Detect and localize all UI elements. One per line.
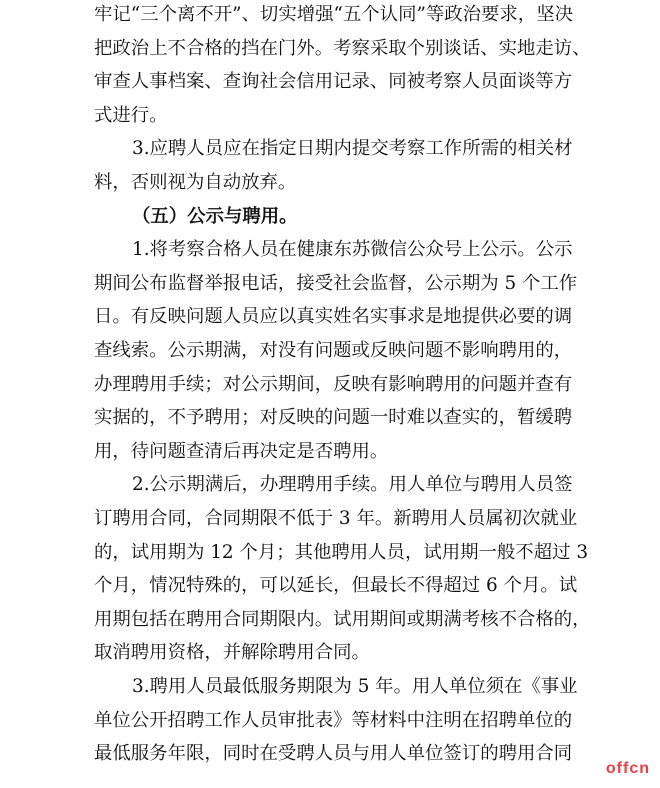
text-line: 3.应聘人员应在指定日期内提交考察工作所需的相关材 [132, 138, 573, 160]
text-line: 把政治上不合格的挡在门外。考察采取个别谈话、实地走访、 [94, 37, 591, 59]
text-line: 单位公开招聘工作人员审批表》等材料中注明在招聘单位的 [94, 709, 573, 731]
text-line: 最低服务年限，同时在受聘人员与用人单位签订的聘用合同 [94, 743, 573, 765]
text-line: 办理聘用手续；对公示期间，反映有影响聘用的问题并查有 [94, 373, 573, 395]
text-line: 式进行。 [94, 104, 168, 126]
text-line: 的，试用期为 12 个月；其他聘用人员，试用期一般不超过 3 [94, 541, 589, 563]
text-line: 1.将考察合格人员在健康东苏微信公众号上公示。公示 [132, 239, 573, 261]
text-line: 取消聘用资格，并解除聘用合同。 [94, 642, 370, 664]
text-line: 3.聘用人员最低服务期限为 5 年。用人单位须在《事业 [132, 676, 578, 697]
text-line: 日。有反映问题人员应以真实姓名实事求是地提供必要的调 [94, 306, 573, 328]
text-line: 订聘用合同，合同期限不低于 3 年。新聘用人员属初次就业 [94, 508, 578, 529]
text-line: 查线索。公示期满，对没有问题或反映问题不影响聘用的， [94, 340, 573, 361]
text-line: 实据的，不予聘用；对反映的问题一时难以查实的，暂缓聘 [94, 407, 573, 429]
text-line: 用，待问题查清后再决定是否聘用。 [94, 440, 389, 462]
section-heading: （五）公示与聘用。 [132, 205, 298, 227]
text-line: 用期包括在聘用合同期限内。试用期间或期满考核不合格的， [94, 608, 591, 630]
text-line: 审查人事档案、查询社会信用记录、同被考察人员面谈等方 [94, 71, 573, 93]
text-line: 期间公布监督举报电话，接受社会监督，公示期为 5 个工作 [94, 272, 578, 294]
text-line: 牢记“三个离不开”、切实增强“五个认同”等政治要求，坚决 [94, 4, 573, 25]
offcn-watermark: offcn [605, 760, 650, 777]
text-line: 料，否则视为自动放弃。 [94, 172, 297, 193]
text-line: 个月，情况特殊的，可以延长，但最长不得超过 6 个月。试 [94, 575, 578, 597]
text-line: 2.公示期满后，办理聘用手续。用人单位与聘用人员签 [132, 474, 573, 496]
